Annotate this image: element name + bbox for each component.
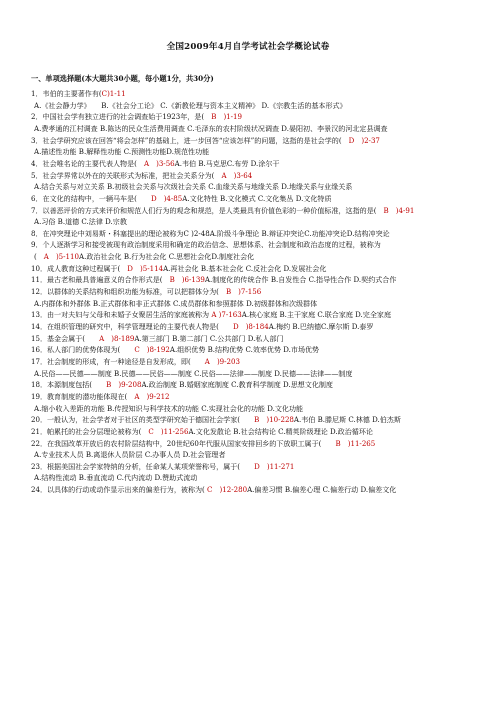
text-line [34,368,484,379]
answer-mark: )1-11 [107,89,126,98]
text-line [31,391,481,402]
text-line [31,344,481,355]
line-text: A.制度化的传统合作 B.自发性合 C.指导性合作 D.契约式合作 [204,275,397,285]
line-text: A.民俗——民德——制度 B.民德——民俗——制度 C.民俗——法律——制度 D.民德——法律——制度 [34,368,353,378]
line-text: A.政治制度 B.婚姻家庭制度 C.教育科学制度 D.思想文化制度 [141,380,333,390]
text-line [34,472,484,483]
text-line [31,88,481,99]
line-text: 1．韦伯的主要著作有( [31,89,102,98]
answer-mark: B [225,287,232,297]
answer-mark: B [335,438,341,448]
text-line [31,333,481,344]
answer-mark: )4-85 [156,193,183,203]
line-text: 5．社会学界常以外在的关联形式为标准，把社会关系分为( [31,170,222,180]
line-text: A.《社会静力学》 B.《社会分工论》 C.《新教伦理与资本主义精神》 D.《宗教生活的基本形式》 [34,100,347,110]
text-line [34,146,484,157]
answer-mark: )12-280 [212,485,248,495]
line-text: A.组织优势 B.结构优势 C.效率优势 D.市场优势 [169,345,320,355]
answer-mark: D [348,135,355,145]
line-text: A.偏差习惯 B.偏差心理 C.偏差行动 D.偏差文化 [247,485,397,495]
answer-mark: )7-156 [231,287,262,297]
answer-mark: C [148,426,154,436]
text-line [31,321,481,332]
line-text: A.韦伯 B.滕尼斯 C.林德 D.伯杰斯 [293,415,401,425]
text-line [34,100,484,111]
line-text: 24．以具体的行动或动作显示出来的偏差行为，被称为( [31,485,208,495]
line-text: 21．帕累托的社会分层理论被称为( [31,426,149,436]
answer-mark: )5-110 [48,252,80,262]
line-text: A.描述性功能 B.解释性功能 C.预测性功能D.规范性功能 [34,147,210,157]
line-text: A.内群体和外群体 B.正式群体和非正式群体 C.成员群体和参照群体 D.初级群体和次级群体 [34,298,318,308]
answer-mark: D [232,322,239,331]
answer-mark: )3-64 [226,170,253,180]
answer-mark: )8-189 [104,333,135,343]
line-text: A.缩小收入差距的功能 B.传授知识与科学技术的功能 C.实现社会化的功能 D.文化功能 [34,403,304,413]
line-text: A.核心家庭 B.主干家庭 C.联合家庭 D.完全家庭 [241,310,391,320]
line-text: 19．教育制度的潜功能体现在( [31,391,135,401]
line-text: 6．在文化的结构中，一辆马车是( [31,193,151,203]
text-line [31,135,481,146]
text-line [34,216,484,227]
line-text: A.阶级斗争理论 B.辩证冲突论C.功能冲突论D.结构冲突论 [209,228,390,238]
line-text: 18．本源制度包括( [31,380,107,390]
answer-mark: A [43,252,49,262]
answer-mark: )4-91 [388,205,415,215]
answer-mark: )1-19 [216,112,243,122]
answer-mark: A [143,158,150,168]
answer-mark: C [101,89,108,98]
answer-mark: )9-208 [111,380,142,390]
section-heading: 一、单项选择题(本大题共30小题，每小题1分，共30分) [31,74,214,83]
answer-mark: )6-139 [174,275,205,285]
text-line [31,263,481,274]
answer-mark: B [169,275,175,285]
line-text: 15．基金会属于( [31,333,100,343]
line-text: A.再社会化 B.基本社会化 C.反社会化 D.发展社会化 [163,263,327,273]
text-line [31,205,481,216]
text-line [31,170,481,181]
answer-mark: )11-265 [340,438,376,448]
text-line [31,461,481,472]
answer-mark: A [204,356,210,366]
line-text: A.习俗 B.道德 C.法律 D.宗教 [34,217,127,227]
answer-mark: A [221,170,227,180]
answer-mark: D [150,193,157,203]
line-text: 13．由一对夫妇与父母和未婚子女聚居生活的家庭被称为 [31,310,212,320]
text-line [31,414,481,425]
line-text: 4．社会唯名论的主要代表人物是( [31,158,144,168]
answer-mark: )8-192 [139,345,170,355]
answer-mark: )3-56 [149,158,175,168]
text-line [34,298,484,309]
text-line [31,379,481,390]
text-line [34,403,484,414]
line-text: 8．在冲突理论中刘易斯・科塞提出的理论被称为C )2-48 [31,228,210,238]
line-text: 3．社会学研究应该在回答“将会怎样”的基础上，进一步回答“应该怎样”的问题，这指的是社会学的( [31,135,349,145]
text-line [34,251,484,262]
line-text: 2．中国社会学有独立进行的社会调查始于1923年，是( [31,112,212,122]
answer-mark: A [99,333,105,343]
line-text: A.第三部门 B.第二部门 C.公共部门 D.私人部门 [134,333,284,343]
text-line [31,111,481,122]
answer-mark: B [383,205,389,215]
line-text: 9．个人逐渐学习和接受被现有政治制度采用和确定的政治信念、思想体系、社会制度和政治态度的过程，被称为 [31,240,381,250]
line-text: 10．成人教育这种过程属于( [31,263,128,273]
answer-mark: B [106,380,112,390]
line-text: 22．在我国改革开放后的农村阶层结构中，20世纪60年代服从国家安排回乡的下放职工属于( [31,438,336,448]
answer-mark: )5-114 [132,263,164,273]
line-text: A.韦伯 B.马克思C.布劳 D.涂尔干 [174,158,280,168]
answer-mark: )11-271 [259,461,295,471]
line-text: A.结构性流动 B.垂直流动 C.代内流动 D.赞助式流动 [34,473,198,483]
text-line [31,193,481,204]
line-text: 23．根据美国社会学家特纳的分析，任命某人某项荣誉称号，属于( [31,461,255,471]
answer-mark: )8-184 [238,322,269,331]
line-text: A.结合关系与对立关系 B.初级社会关系与次级社会关系 C.血缘关系与地缘关系 D.地缘关系与业缘关系 [34,182,353,192]
answer-mark: B [211,112,217,122]
text-line [31,438,481,449]
answer-mark: )9-212 [139,391,170,401]
text-line [31,484,481,495]
text-line [31,356,481,367]
line-text: A.文化特性 B.文化模式 C.文化集丛 D.文化特质 [182,193,332,203]
text-line [31,239,481,250]
answer-mark: D [254,461,260,471]
line-text: A.文化发散论 B.社会结构论 C.精英阶级理论 D.政治循环论 [188,426,373,436]
answer-mark: C [134,345,140,355]
line-text: 11．最古老和最具普遍意义的合作形式是( [31,275,170,285]
text-line [34,123,484,134]
text-line [34,181,484,192]
line-text: 14．在组织管理的研究中，科学管理理论的主要代表人物是( [31,322,233,331]
answer-mark: A [211,310,217,320]
text-line [31,286,481,297]
line-text: A.专业技术人员 B.离退休人员阶层 C.办事人员 D.社会管理者 [34,450,226,460]
answer-mark: )10-228 [259,415,294,425]
text-line [31,309,481,320]
text-line [31,274,481,285]
text-line [34,449,484,460]
page-title: 全国2009年4月自学考试社会学概论试卷 [166,42,330,52]
answer-mark: )11-256 [153,426,189,436]
line-text: A.政治社会化 B.行为社会化 C.思想社会化D.制度社会化 [79,252,255,262]
line-text: ( [34,252,44,262]
answer-mark: C [207,485,213,495]
answer-mark: A [134,391,140,401]
line-text: A.梅约 B.巴纳德C.摩尔斯 D.泰罗 [268,322,374,331]
text-line [31,228,481,239]
answer-mark: )9-203 [209,356,241,366]
text-line [31,426,481,437]
answer-mark: B [254,415,260,425]
line-text: 20．一般认为，社会学者对于社区的类型学研究始于德国社会学家( [31,415,255,425]
line-text: 7．以善恶评价的方式来评价和规范人们行为的观念和规范，是人类最具有价值色彩的一种价值标准，这指的是( [31,205,384,215]
text-line [31,158,481,169]
line-text: 17．社会制度的形成，有一种途径是自发形成，即( [31,356,205,366]
line-text: 16．私人部门的优势体现为( [31,345,135,355]
line-text: 12．以群体的关系结构和组织功能为标准，可以把群体分为( [31,287,226,297]
answer-mark: D [127,263,133,273]
line-text: A.费孝通的江村调查 B.陈达的民众生活费用调查 C.毛泽东的农村阶级状况调查 D.晏阳初、李景汉的河北定县调查 [34,123,388,133]
answer-mark: )2-37 [354,135,380,145]
answer-mark: )7-163 [216,310,242,320]
